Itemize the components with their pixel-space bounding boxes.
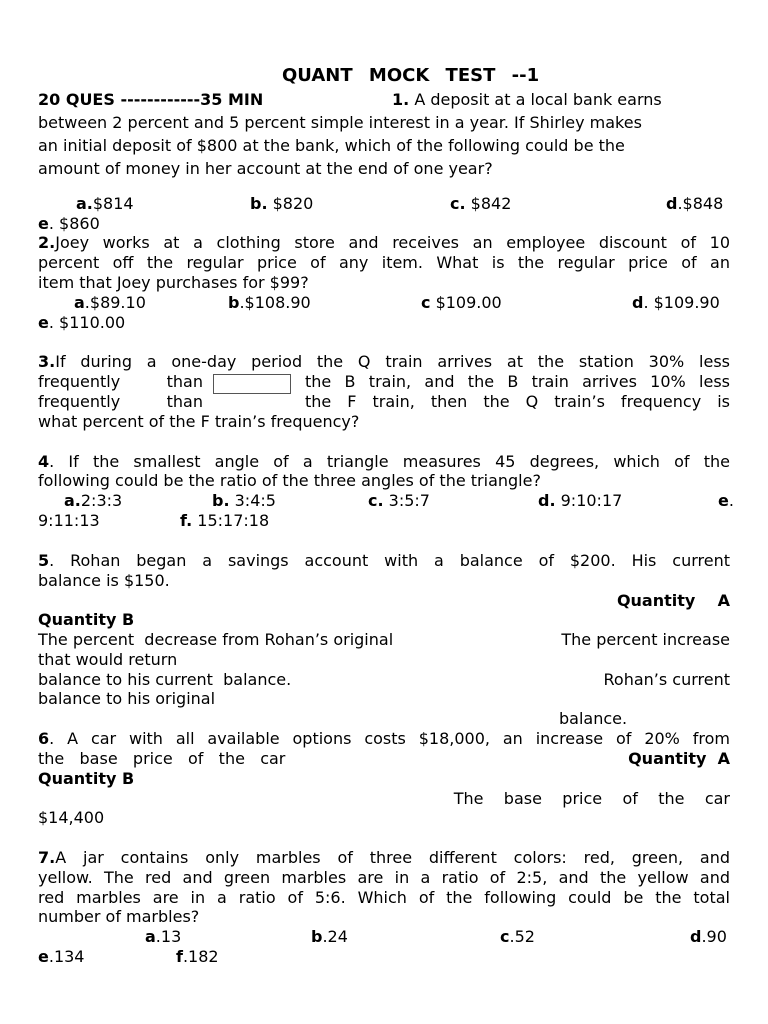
q1-option-d: d.$848 (666, 194, 724, 213)
q7-option-c: c.52 (500, 927, 535, 946)
q4-option-e: e. (718, 491, 734, 510)
q7-line-1: 7.A jar contains only marbles of three different colors: red, green, and (38, 848, 730, 867)
q3-line-3a: frequently than (38, 392, 203, 411)
q5-col-b-line-1: The percent increase (561, 630, 730, 649)
q2-option-b: b.$108.90 (228, 293, 311, 312)
q2-line-2: percent off the regular price of any item. What is the regular price of an (38, 253, 730, 272)
q4-option-e-value: 9:11:13 (38, 511, 100, 530)
q2-option-a: a.$89.10 (74, 293, 146, 312)
q2-line-3: item that Joey purchases for $99? (38, 273, 309, 292)
q7-option-e: e.134 (38, 947, 85, 966)
q6-col-a-value: $14,400 (38, 808, 105, 827)
q1-number: 1. (392, 90, 410, 109)
q5-col-b-line-2: Rohan’s current (603, 670, 730, 689)
q1-line-2: between 2 percent and 5 percent simple interest in a year. If Shirley makes (38, 113, 642, 132)
q2-option-e: e. $110.00 (38, 313, 126, 332)
q5-line-1: 5. Rohan began a savings account with a balance of $200. His current (38, 551, 730, 570)
q1-line-4: amount of money in her account at the end of one year? (38, 159, 493, 178)
q5-col-a-line-4: balance to his original (38, 689, 216, 708)
q6-quantity-b: Quantity B (38, 769, 135, 788)
q3-line-2a: frequently than (38, 372, 203, 391)
q7-line-3: red marbles are in a ratio of 5:6. Which of the following could be the total (38, 888, 730, 907)
q5-col-a-line-3: balance to his current balance. (38, 670, 292, 689)
q3-line-3b: the F train, then the Q train’s frequency is (305, 392, 730, 411)
q4-line-2: following could be the ratio of the three angles of the triangle? (38, 471, 541, 490)
q7-line-2: yellow. The red and green marbles are in a ratio of 2:5, and the yellow and (38, 868, 730, 887)
q3-line-2b: the B train, and the B train arrives 10% less (305, 372, 730, 391)
q7-option-f: f.182 (176, 947, 219, 966)
q1-line-3: an initial deposit of $800 at the bank, which of the following could be the (38, 136, 625, 155)
q4-option-a: a.2:3:3 (64, 491, 123, 510)
q1-option-b: b. $820 (250, 194, 314, 213)
answer-blank-box[interactable] (213, 374, 291, 394)
q6-quantity-a: Quantity A (628, 749, 730, 768)
q7-option-d: d.90 (690, 927, 727, 946)
q3-line-4: what percent of the F train’s frequency? (38, 412, 360, 431)
q4-option-b: b. 3:4:5 (212, 491, 276, 510)
q1-option-c: c. $842 (450, 194, 512, 213)
q4-option-f: f. 15:17:18 (180, 511, 270, 530)
q7-line-4: number of marbles? (38, 907, 200, 926)
q4-option-d: d. 9:10:17 (538, 491, 623, 510)
q1-option-a: a.$814 (76, 194, 134, 213)
q2-line-1: 2.Joey works at a clothing store and receives an employee discount of 10 (38, 233, 730, 252)
q6-col-b-line-1: The base price of the car (453, 789, 730, 808)
q7-option-a: a.13 (145, 927, 182, 946)
q5-col-b-line-3: balance. (559, 709, 628, 728)
q6-line-2: the base price of the car (38, 749, 286, 768)
q2-option-d: d. $109.90 (632, 293, 720, 312)
q5-col-a-line-1: The percent decrease from Rohan’s original (38, 630, 394, 649)
ques-time-header: 20 QUES ------------35 MIN (38, 90, 264, 109)
q1-option-e: e. $860 (38, 214, 100, 233)
q5-quantity-a: Quantity A (616, 591, 730, 610)
q3-line-1: 3.If during a one-day period the Q train arrives at the station 30% less (38, 352, 730, 371)
q4-line-1: 4. If the smallest angle of a triangle measures 45 degrees, which of the (38, 452, 730, 471)
page-title: QUANT MOCK TEST --1 (282, 65, 540, 86)
q7-option-b: b.24 (311, 927, 348, 946)
q5-quantity-b: Quantity B (38, 610, 135, 629)
q4-option-c: c. 3:5:7 (368, 491, 430, 510)
q1-first-line (392, 90, 662, 110)
q5-col-a-line-2: that would return (38, 650, 178, 669)
q2-option-c: c $109.00 (421, 293, 502, 312)
q6-line-1: 6. A car with all available options costs $18,000, an increase of 20% from (38, 729, 730, 748)
q1-text: A deposit at a local bank earns (414, 90, 662, 109)
q5-line-2: balance is $150. (38, 571, 170, 590)
